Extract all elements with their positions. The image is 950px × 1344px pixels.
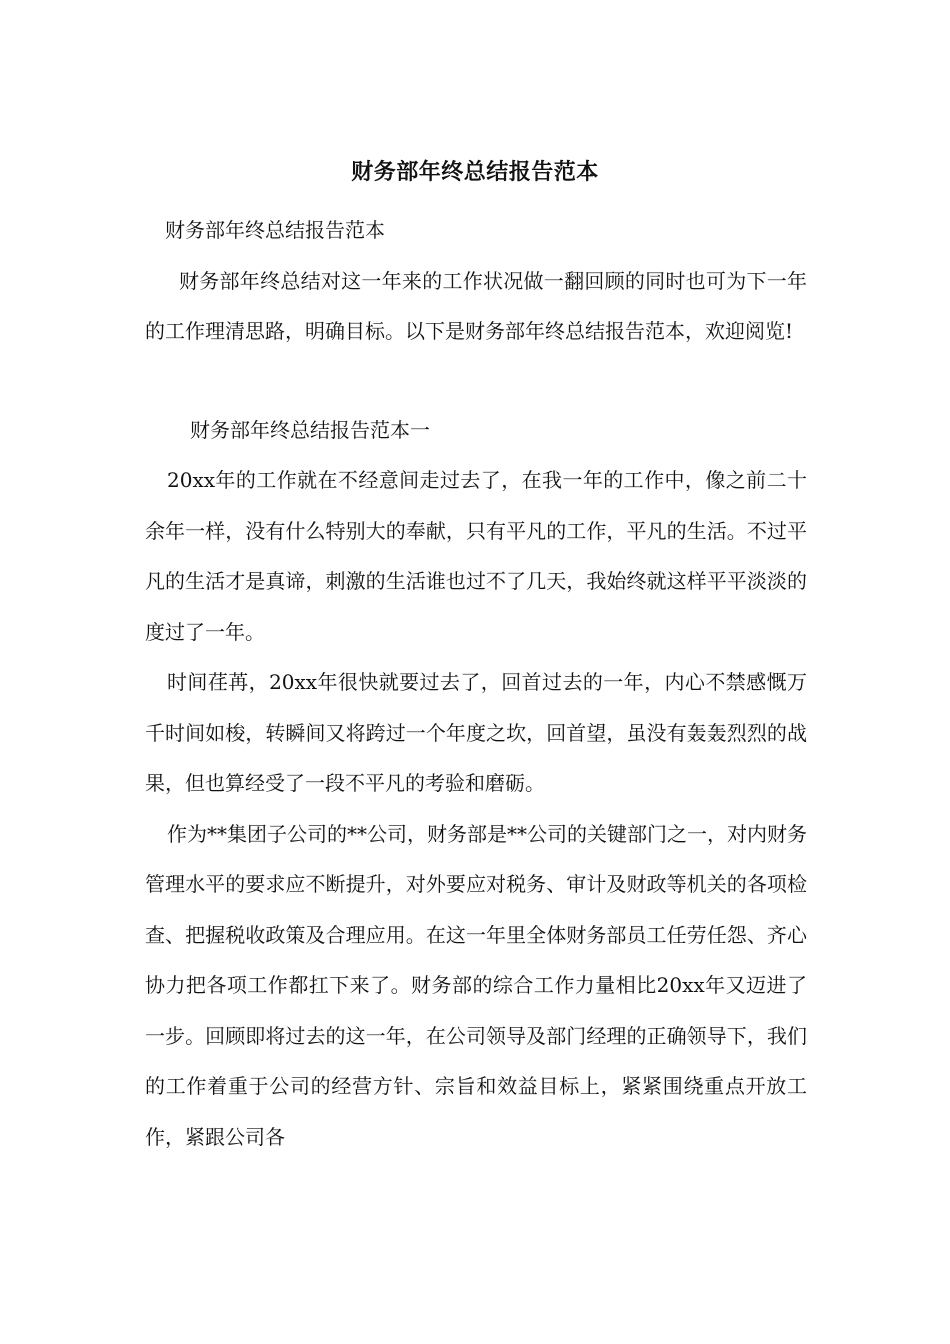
body-paragraph-3: 作为**集团子公司的**公司，财务部是**公司的关键部门之一，对内财务管理水平的要求应不断提升，对外要应对税务、审计及财政等机关的各项检查、把握税收政策及合理应用。在这一年里全体财务部员工任劳任怨、齐心协力把各项工作都扛下来了。财务部的综合工作力量相比20xx年又迈进了一步。回顾即将过去的这一年，在公司领导及部门经理的正确领导下，我们的工作着重于公司的经营方针、宗旨和效益目标上，紧紧围绕重点开放工作，紧跟公司各 (145, 821, 807, 1149)
document-body (145, 205, 807, 1162)
body-paragraph-1: 20xx年的工作就在不经意间走过去了，在我一年的工作中，像之前二十余年一样，没有什么特别大的奉献，只有平凡的工作，平凡的生活。不过平凡的生活才是真谛，刺激的生活谁也过不了几天，我始终就这样平平淡淡的度过了一年。 (145, 468, 807, 644)
body-paragraph-2: 时间荏苒，20xx年很快就要过去了，回首过去的一年，内心不禁感慨万千时间如梭，转瞬间又将跨过一个年度之坎，回首望，虽没有轰轰烈烈的战果，但也算经受了一段不平凡的考验和磨砺。 (145, 670, 807, 795)
document-title: 财务部年终总结报告范本 (351, 159, 599, 185)
document-subtitle: 财务部年终总结报告范本 (165, 218, 385, 242)
section-title: 财务部年终总结报告范本一 (190, 417, 430, 442)
intro-paragraph: 财务部年终总结对这一年来的工作状况做一翻回顾的同时也可为下一年的工作理清思路，明确目标。以下是财务部年终总结报告范本，欢迎阅览! (145, 268, 807, 343)
